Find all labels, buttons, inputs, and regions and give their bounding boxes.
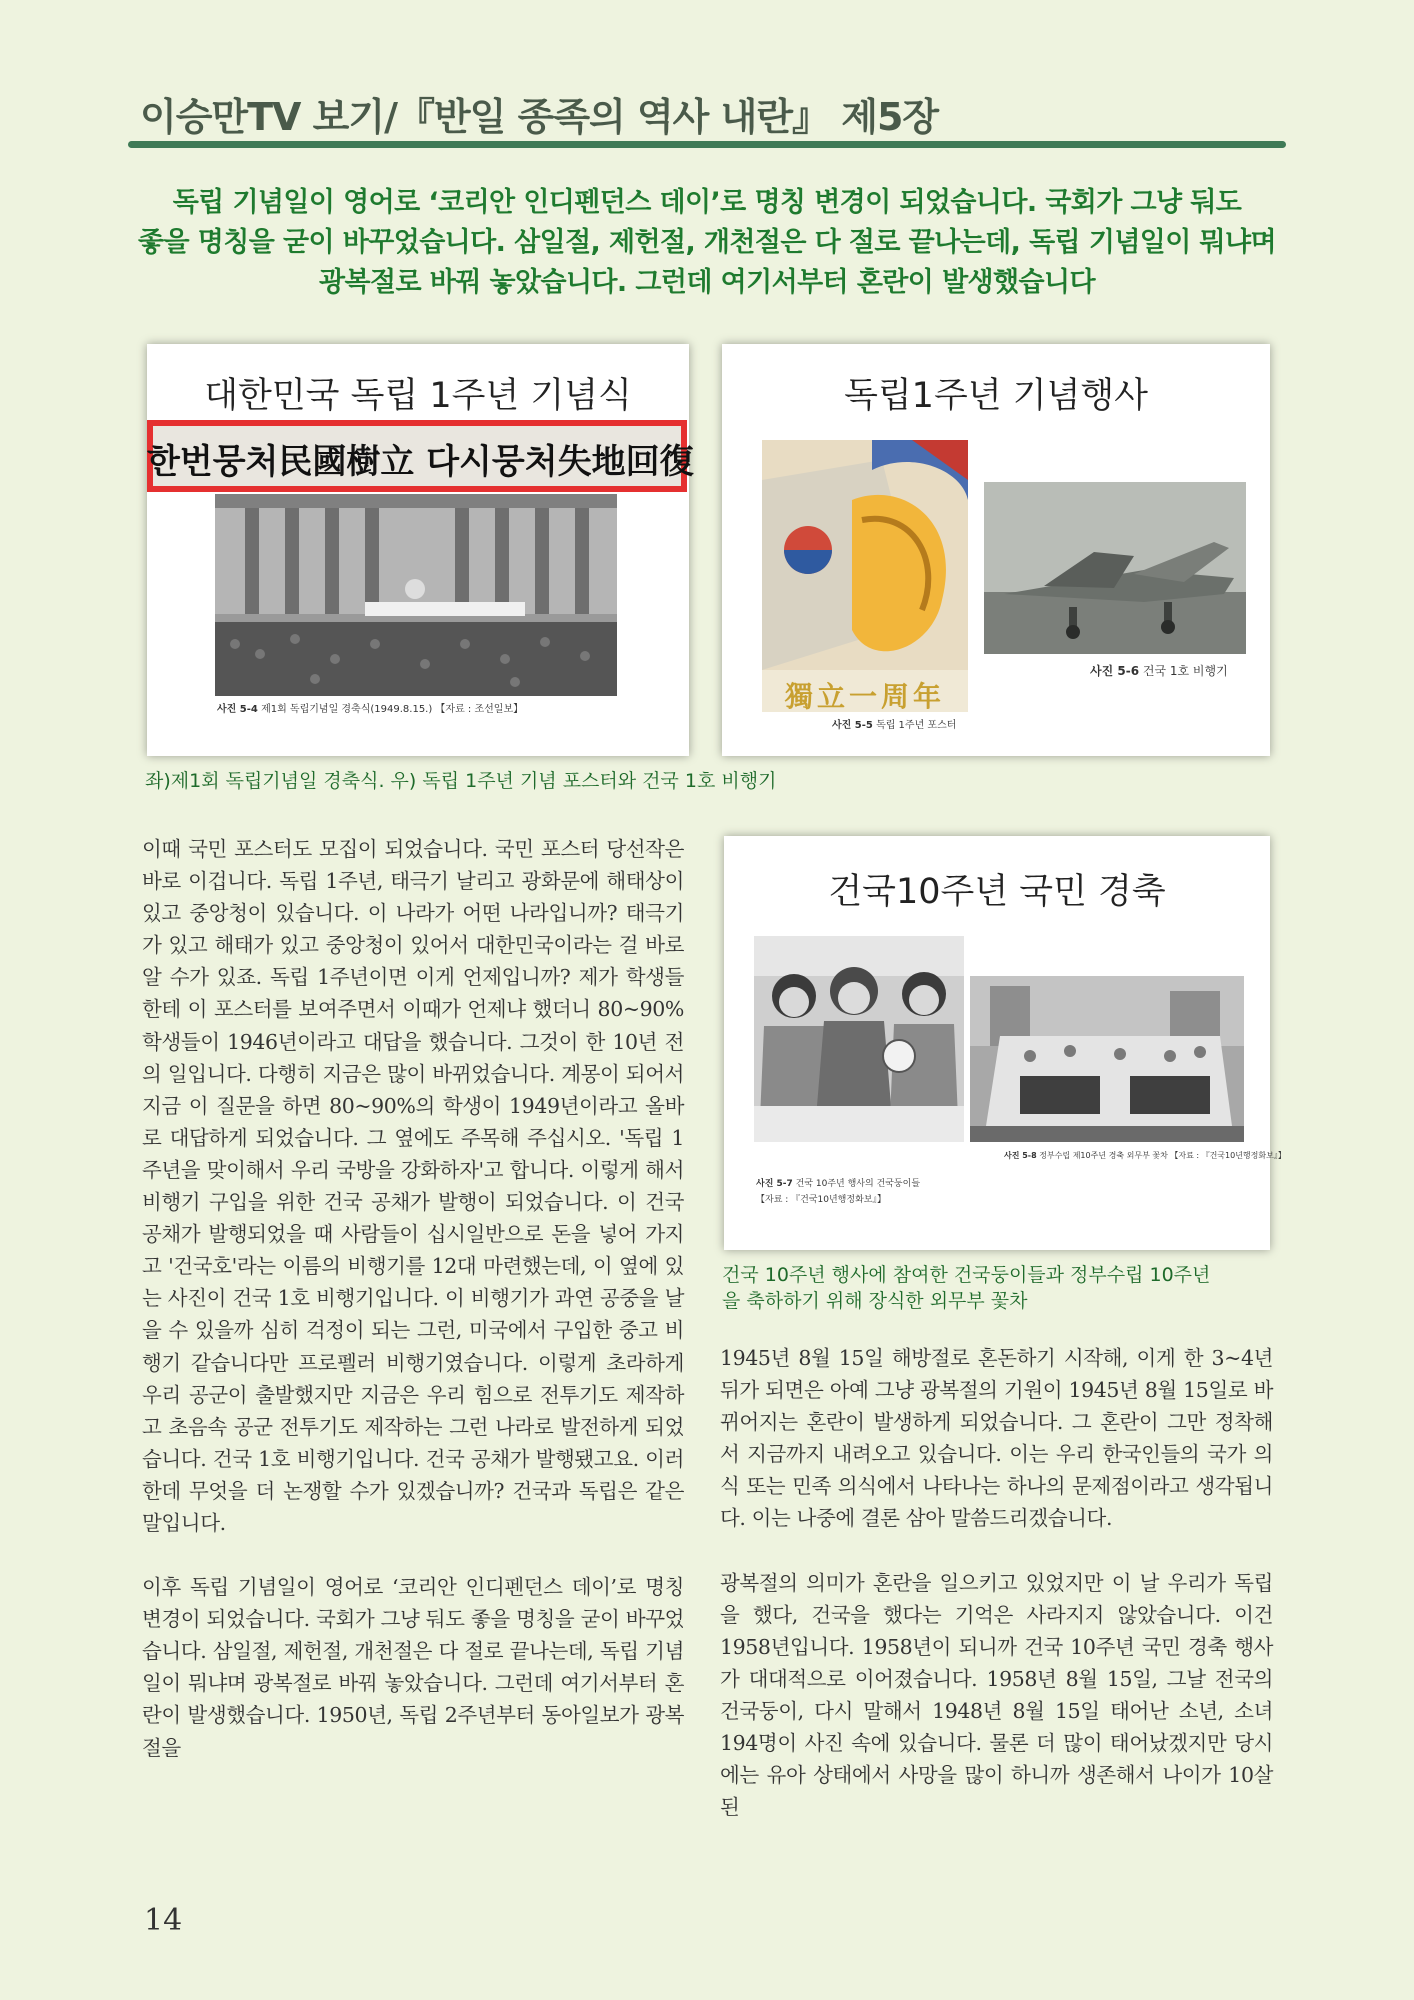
float-car-photo — [970, 976, 1244, 1142]
airplane-photo — [984, 482, 1246, 654]
caption-text: 건국 10주년 행사의 건국둥이들 — [795, 1179, 921, 1189]
banner-text: 한번뭉처民國樹立 다시뭉처失地回復 — [147, 442, 694, 482]
page-header-title: 이승만TV 보기/『반일 종족의 역사 내란』 제5장 — [140, 95, 939, 139]
bottom-photo-caption — [722, 1262, 1282, 1314]
caption-text: 독립 1주년 포스터 — [876, 720, 957, 731]
caption-number: 사진 5-6 — [1090, 664, 1140, 678]
caption-number: 사진 5-4 — [217, 704, 258, 715]
children-photo — [754, 936, 964, 1142]
lead-line: 광복절로 바꿔 놓았습니다. 그런데 여기서부터 혼란이 발생했습니다 — [319, 267, 1095, 298]
caption-text: 건국 1호 비행기 — [1142, 664, 1228, 678]
caption-number: 사진 5-7 — [756, 1179, 793, 1189]
caption-number: 사진 5-8 — [1004, 1151, 1037, 1160]
slide-tenth-anniversary — [724, 836, 1286, 1250]
lead-line: 독립 기념일이 영어로 ‘코리안 인디펜던스 데이’로 명칭 변경이 되었습니다. 국회가 그냥 둬도 — [172, 187, 1242, 218]
body-paragraph: 이때 국민 포스터도 모집이 되었습니다. 국민 포스터 당선작은 바로 이겁니다. 독립 1주년, 태극기 날리고 광화문에 해태상이 있고 중앙청이 있습니다. 이 나라가 어떤 나라입니까? 태극기가 있고 해태가 있고 중앙청이 있어서 대한민국이라는 걸 바로 알 수가 있죠. 독립 1주년이면 이게 언제입니까? 제가 학생들한테 이 포스터를 보여주면서 이때가 언제냐 했더니 80~90% 학생들이 1946년이라고 대답을 했습니다. 그것이 한 10년 전의 일입니다. 다행히 지금은 많이 바뀌었습니다. 계몽이 되어서 지금 이 질문을 하면 80~90%의 학생이 1949년이라고 올바로 대답하게 되었습니다. 그 옆에도 주목해 주십시오. '독립 1주년을 맞이해서 우리 국방을 강화하자'고 합니다. 이렇게 해서 비행기 구입을 위한 건국 공채가 발행이 되었습니다. 이 건국 공채가 발행되었을 때 사람들이 십시일반으로 돈을 넣어 가지고 '건국호'라는 이름의 비행기를 12대 마련했는데, 이 옆에 있는 사진이 건국 1호 비행기입니다. 이 비행기가 과연 공중을 날을 수 있을까 심히 걱정이 되는 그런, 미국에서 구입한 중고 비행기 같습니다만 프로펠러 비행기였습니다. 이렇게 초라하게 우리 공군이 출발했지만 지금은 우리 힘으로 전투기도 제작하고 초음속 공군 전투기도 제작하는 그런 나라로 발전하게 되었습니다. 건국 1호 비행기입니다. 건국 공채가 발행됐고요. 이러한데 무엇을 더 논쟁할 수가 있겠습니까? 건국과 독립은 같은 말입니다. — [142, 837, 684, 1535]
poster-caption — [832, 716, 956, 731]
header-divider — [128, 141, 1286, 148]
poster-text: 獨立一周年 — [784, 680, 945, 713]
poster-image — [762, 440, 968, 712]
lead-summary — [110, 183, 1304, 303]
slide-independence-events — [722, 344, 1270, 756]
caption-text: 정부수립 제10주년 경축 외무부 꽃차 【자료 : 『건국10년행정화보』】 — [1039, 1151, 1286, 1160]
slide-title: 대한민국 독립 1주년 기념식 — [204, 376, 632, 416]
lead-line: 좋을 명칭을 굳이 바꾸었습니다. 삼일절, 제헌절, 개천절은 다 절로 끝나는데, 독립 기념일이 뭐냐며 — [137, 227, 1277, 258]
banner-image — [147, 420, 694, 492]
body-paragraph: 광복절의 의미가 혼란을 일으키고 있었지만 이 날 우리가 독립을 했다, 건국을 했다는 기억은 사라지지 않았습니다. 이건 1958년입니다. 1958년이 되니까 건국 10주년 국민 경축 행사가 대대적으로 이어졌습니다. 1958년 8월 15일, 그날 전국의 건국둥이, 다시 말해서 1948년 8월 15일 태어난 소년, 소녀 194명이 사진 속에 있습니다. 물론 더 많이 태어났겠지만 당시에는 유아 상태에서 사망을 많이 하니까 생존해서 나이가 10살 된 — [720, 1570, 1273, 1820]
airplane-caption — [1090, 662, 1228, 679]
slide-independence-ceremony — [147, 344, 694, 756]
photo-caption — [217, 700, 523, 715]
top-photos-caption: 좌)제1회 독립기념일 경축식. 우) 독립 1주년 기념 포스터와 건국 1호 비행기 — [145, 770, 777, 792]
body-paragraph: 1945년 8월 15일 해방절로 혼돈하기 시작해, 이게 한 3~4년 뒤가 되면은 아예 그냥 광복절의 기원이 1945년 8월 15일로 바뀌어지는 혼란이 발생하게 되었습니다. 그 혼란이 그만 정착해서 지금까지 내려오고 있습니다. 이는 우리 한국인들의 국가 의식 또는 민족 의식에서 나타나는 하나의 문제점이라고 생각됩니다. 이는 나중에 결론 삼아 말씀드리겠습니다. — [720, 1346, 1273, 1531]
right-column — [720, 1342, 1273, 1823]
caption-source: 【자료 : 『건국10년행정화보』】 — [756, 1195, 886, 1205]
caption-line: 건국 10주년 행사에 참여한 건국둥이들과 정부수립 10주년 — [722, 1264, 1211, 1286]
left-column — [142, 833, 684, 1764]
float-car-caption — [1004, 1150, 1286, 1161]
caption-text: 제1회 독립기념일 경축식(1949.8.15.) 【자료 : 조선일보】 — [261, 704, 524, 715]
page-number: 14 — [144, 1903, 183, 1938]
slide-title: 건국10주년 국민 경축 — [828, 872, 1166, 912]
caption-number: 사진 5-5 — [832, 720, 873, 731]
ceremony-photo — [215, 494, 617, 696]
caption-line: 을 축하하기 위해 장식한 외무부 꽃차 — [722, 1290, 1028, 1312]
slide-title: 독립1주년 기념행사 — [844, 376, 1148, 416]
body-paragraph: 이후 독립 기념일이 영어로 ‘코리안 인디펜던스 데이’로 명칭 변경이 되었습니다. 국회가 그냥 둬도 좋을 명칭을 굳이 바꾸었습니다. 삼일절, 제헌절, 개천절은 다 절로 끝나는데, 독립 기념일이 뭐냐며 광복절로 바꿔 놓았습니다. 그런데 여기서부터 혼란이 발생했습니다. 1950년, 독립 2주년부터 동아일보가 광복절을 — [142, 1575, 684, 1760]
children-caption — [756, 1176, 920, 1208]
